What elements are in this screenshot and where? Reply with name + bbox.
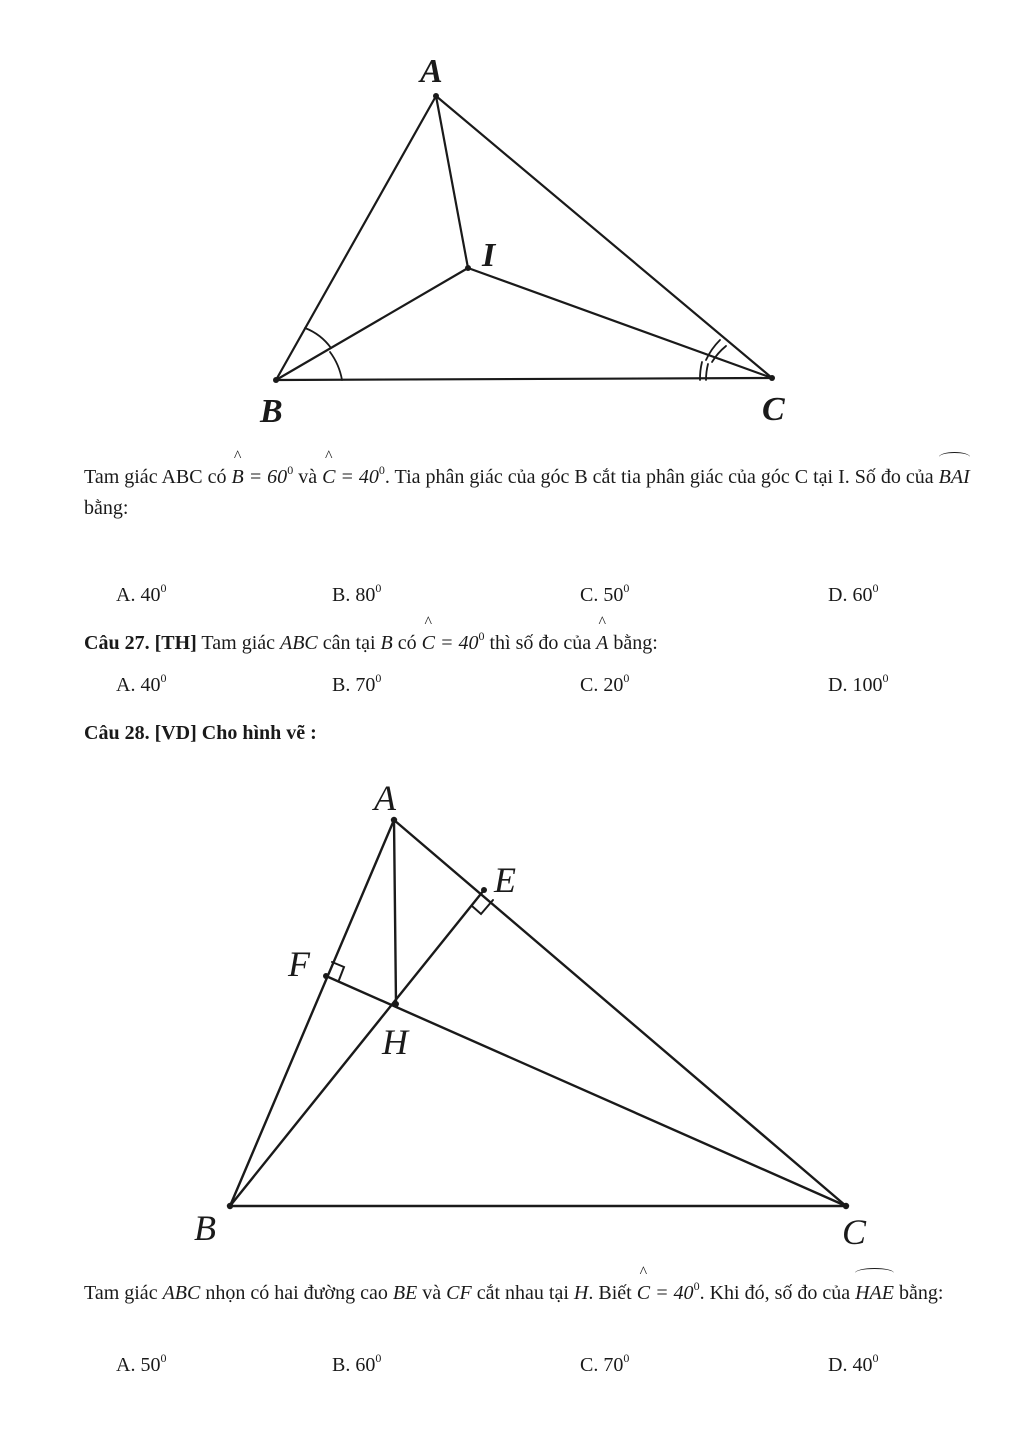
label-i: I bbox=[482, 237, 496, 274]
label-b: B bbox=[194, 1208, 216, 1248]
side-bc bbox=[276, 378, 772, 380]
altitude-be bbox=[230, 890, 484, 1206]
q26-option-d[interactable]: D. $60^0$ bbox=[828, 581, 879, 606]
side-ab bbox=[276, 96, 436, 380]
label-f: F bbox=[288, 944, 310, 984]
q27-option-b[interactable]: B. $70^0$ bbox=[332, 671, 382, 696]
label-c: C bbox=[842, 1212, 867, 1252]
q26-option-a[interactable]: A. $40^0$ bbox=[116, 581, 167, 606]
altitude-cf bbox=[326, 976, 846, 1206]
label-b: B bbox=[260, 393, 283, 430]
q27-label: Câu 27. [TH] bbox=[84, 632, 197, 654]
q28-option-a[interactable]: A. $50^0$ bbox=[116, 1351, 167, 1376]
segment-ci bbox=[468, 268, 772, 378]
q28-option-b[interactable]: B. $60^0$ bbox=[332, 1351, 382, 1376]
q27-option-a[interactable]: A. $40^0$ bbox=[116, 671, 167, 696]
q26-option-b[interactable]: B. $80^0$ bbox=[332, 581, 382, 606]
q27-option-c[interactable]: C. $20^0$ bbox=[580, 671, 630, 696]
side-ac bbox=[394, 820, 846, 1206]
label-a: A bbox=[420, 53, 443, 90]
segment-ai bbox=[436, 96, 468, 268]
angle-bai: BAI bbox=[938, 466, 970, 488]
segment-ah bbox=[394, 820, 396, 1004]
label-c: C bbox=[762, 391, 785, 428]
segment-bi bbox=[276, 268, 468, 380]
figure-triangle-incenter bbox=[0, 0, 1024, 440]
angle-mark-b1 bbox=[305, 328, 331, 348]
q28-label: Câu 28. [VD] Cho hình vẽ : bbox=[84, 722, 317, 744]
q26-option-c[interactable]: C. $50^0$ bbox=[580, 581, 630, 606]
angle-hae: HAE bbox=[855, 1282, 894, 1304]
q28-question: Tam giác ABC nhọn có hai đường cao BE và CF cắt nhau tại H. Biết ^ $C = 40^0$. Khi đó, số đo của HAE bằng: bbox=[84, 1264, 944, 1304]
figure-triangle-altitudes bbox=[0, 760, 1024, 1260]
label-a: A bbox=[374, 778, 396, 818]
q26-question: Tam giác ABC có ^ $B = 60^0$ và ^ $C = 40^0$. Tia phân giác của góc B cắt tia phân giác của góc C tại I. Số đo của BAI bằng: bbox=[84, 448, 970, 519]
q27-question: Câu 27. [TH] Tam giác ABC cân tại B có ^ $C = 40^0$ thì số đo của ^ A bằng: bbox=[84, 614, 658, 654]
label-e: E bbox=[494, 860, 516, 900]
angle-mark-b2 bbox=[330, 352, 342, 380]
label-h: H bbox=[382, 1022, 408, 1062]
q27-option-d[interactable]: D. $100^0$ bbox=[828, 671, 889, 696]
q28-option-d[interactable]: D. $40^0$ bbox=[828, 1351, 879, 1376]
side-ab bbox=[230, 820, 394, 1206]
q28-option-c[interactable]: C. $70^0$ bbox=[580, 1351, 630, 1376]
